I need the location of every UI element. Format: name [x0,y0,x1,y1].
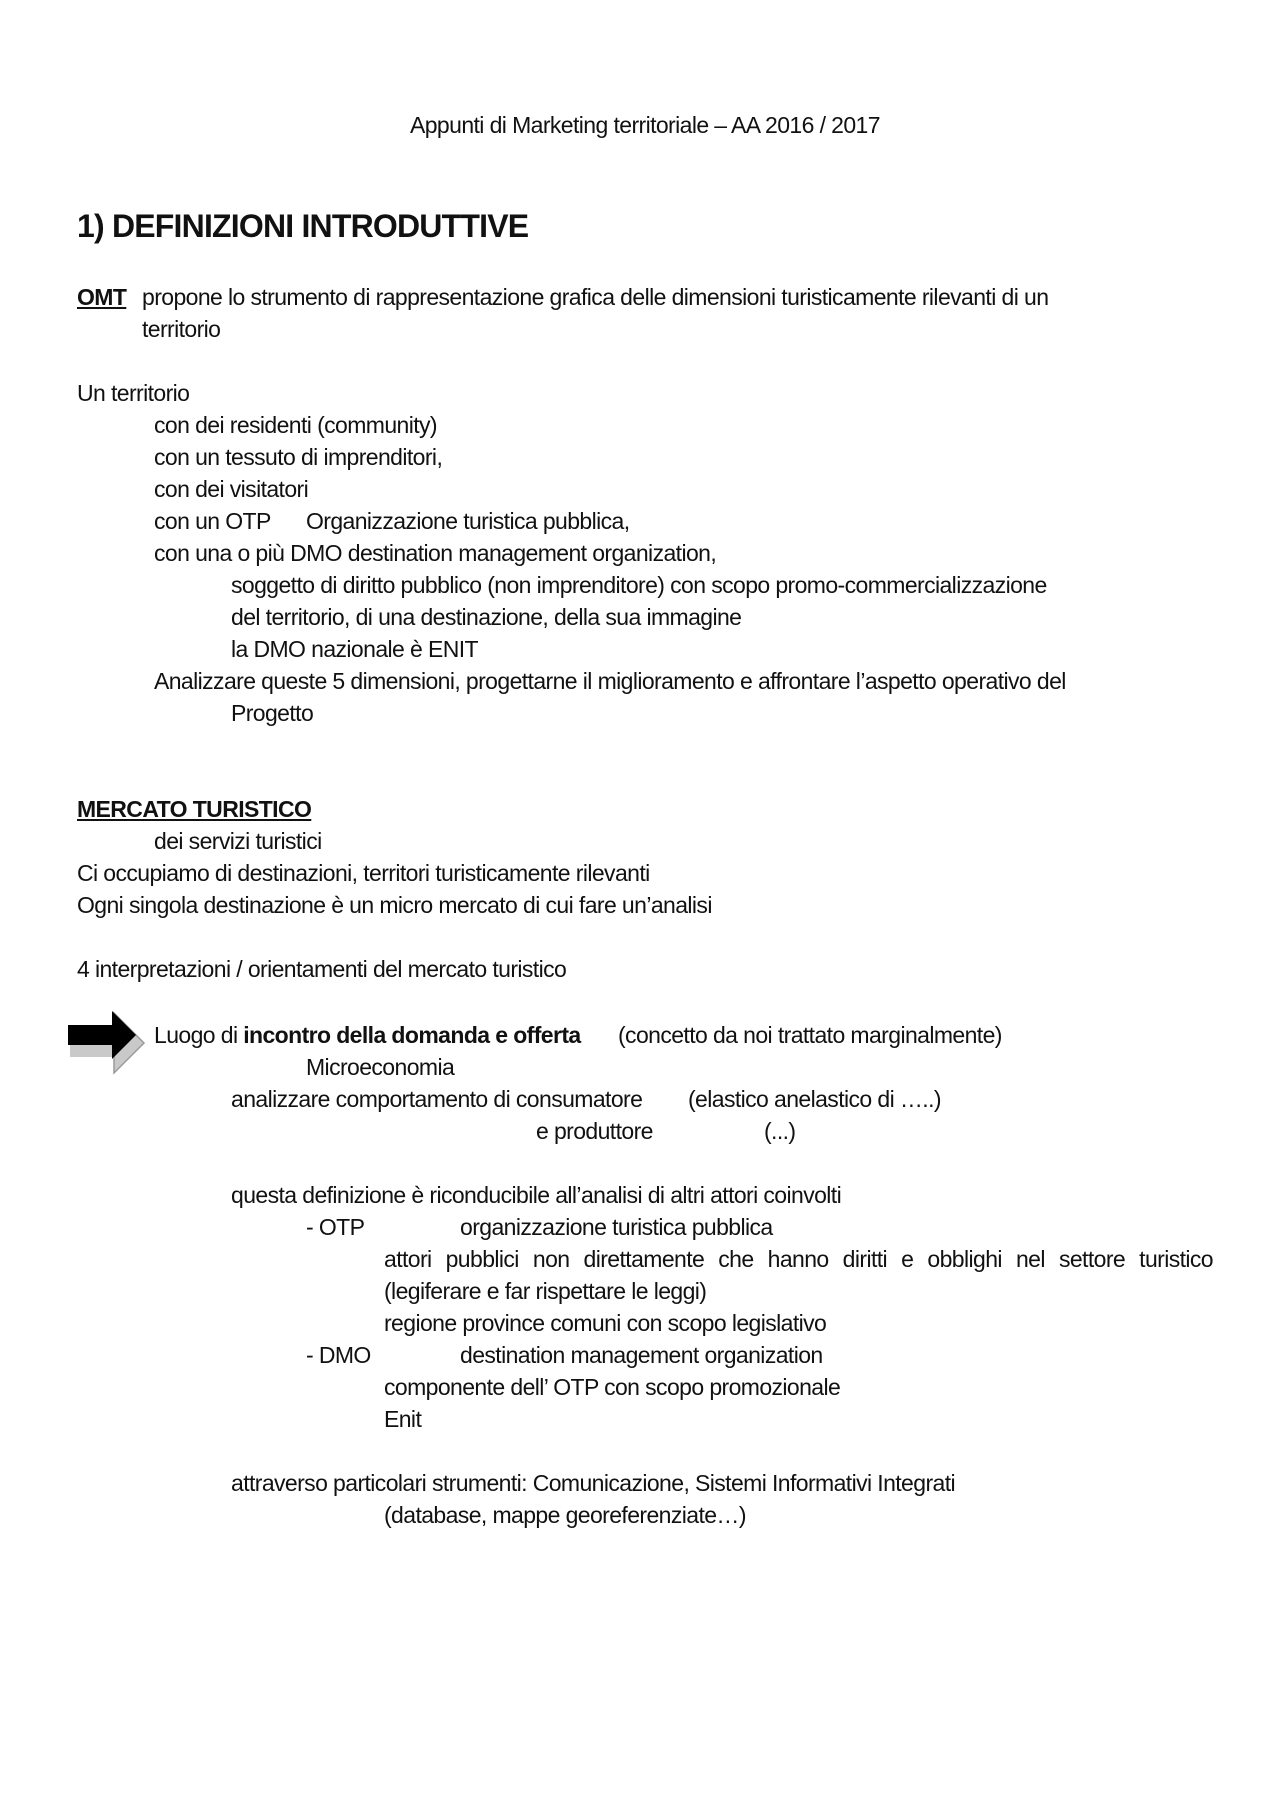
territory-item-otp: con un OTP [154,508,271,534]
analyze-line-cont: Progetto [231,700,314,726]
page-header: Appunti di Marketing territoriale – AA 2016 / 2017 [410,112,880,138]
definition-line: questa definizione è riconducibile all’analisi di altri attori coinvolti [231,1182,842,1208]
bullet-prefix: Luogo di [154,1022,244,1048]
omt-text-line1: propone lo strumento di rappresentazione grafica delle dimensioni turisticamente rilevanti di un [142,284,1049,310]
otp-label: - OTP [306,1214,365,1240]
dmo-desc: Enit [384,1406,422,1432]
market-line: 4 interpretazioni / orientamenti del mercato turistico [77,956,567,982]
tools-sub: (database, mappe georeferenziate…) [384,1502,746,1528]
dmo-subline: soggetto di diritto pubblico (non imprenditore) con scopo promo-commercializzazione [231,572,1047,598]
market-sub: dei servizi turistici [154,828,322,854]
producer-line: e produttore [536,1118,653,1144]
market-line: Ogni singola destinazione è un micro mercato di cui fare un’analisi [77,892,712,918]
territory-item: con dei visitatori [154,476,309,502]
bullet-line [154,1021,581,1049]
omt-text-line2: territorio [142,316,221,342]
bullet-note: (concetto da noi trattato marginalmente) [618,1022,1002,1048]
producer-note: (...) [764,1118,796,1144]
section-title: 1) DEFINIZIONI INTRODUTTIVE [77,208,529,244]
analyze-line: Analizzare queste 5 dimensioni, progettarne il miglioramento e affrontare l’aspetto operativo del [154,668,1066,694]
territory-item: con dei residenti (community) [154,412,437,438]
omt-label: OMT [77,284,127,310]
dmo-subline: del territorio, di una destinazione, della sua immagine [231,604,742,630]
territory-intro: Un territorio [77,380,190,406]
dmo-subline: la DMO nazionale è ENIT [231,636,478,662]
otp-desc: regione province comuni con scopo legislativo [384,1310,827,1336]
microeconomia: Microeconomia [306,1054,455,1080]
territory-item-otp-desc: Organizzazione turistica pubblica, [306,508,630,534]
market-title: MERCATO TURISTICO [77,796,312,822]
territory-item: con un tessuto di imprenditori, [154,444,443,470]
otp-desc: attori pubblici non direttamente che hanno diritti e obblighi nel settore turistico [384,1246,1213,1272]
dmo-desc: componente dell’ OTP con scopo promozionale [384,1374,841,1400]
bullet-bold: incontro della domanda e offerta [243,1022,581,1048]
consumer-note: (elastico anelastico di …..) [688,1086,941,1112]
tools-line: attraverso particolari strumenti: Comunicazione, Sistemi Informativi Integrati [231,1470,955,1496]
otp-desc: (legiferare e far rispettare le leggi) [384,1278,707,1304]
consumer-line: analizzare comportamento di consumatore [231,1086,643,1112]
territory-item-dmo: con una o più DMO destination management organization, [154,540,717,566]
dmo-label: - DMO [306,1342,371,1368]
dmo-title: destination management organization [460,1342,823,1368]
otp-title: organizzazione turistica pubblica [460,1214,773,1240]
arrow-bullet-icon [68,1003,146,1083]
market-line: Ci occupiamo di destinazioni, territori turisticamente rilevanti [77,860,650,886]
